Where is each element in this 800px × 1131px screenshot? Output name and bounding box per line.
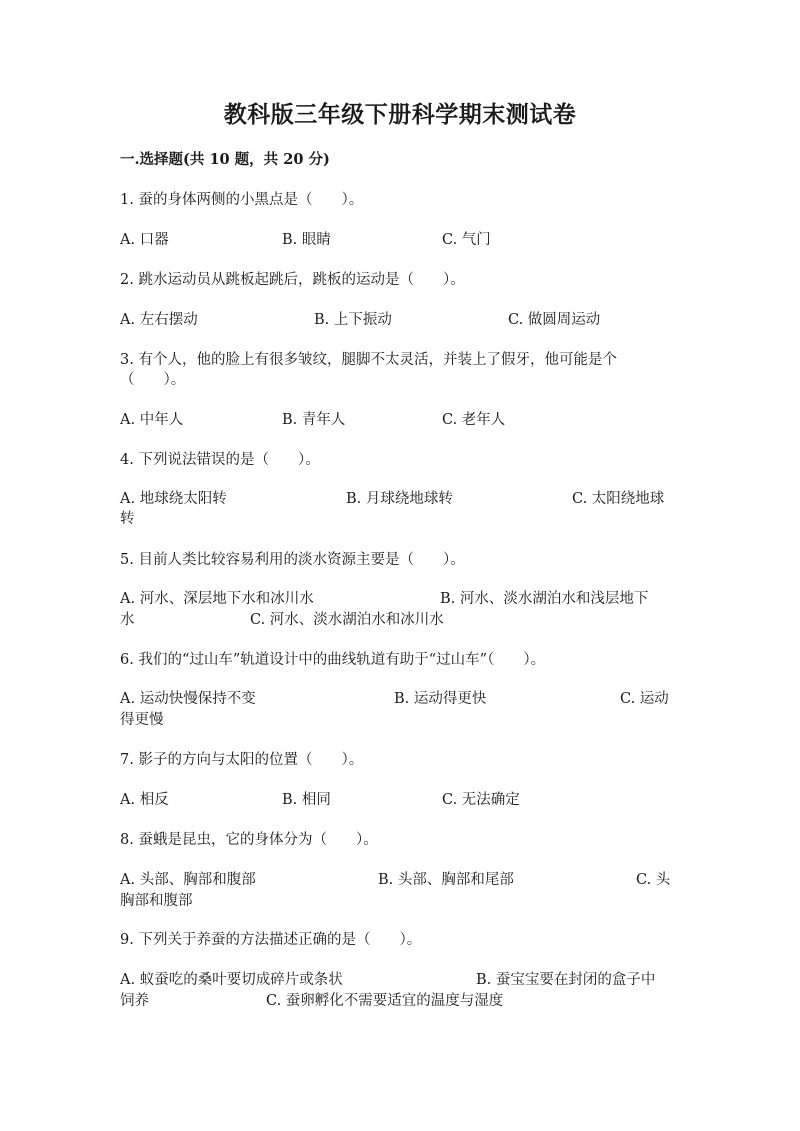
option-c: C. 蚕卵孵化不需要适宜的温度与湿度 bbox=[266, 993, 504, 1009]
section-heading: 一.选择题(共 10 题，共 20 分) bbox=[120, 151, 330, 168]
question-stem: 6. 我们的“过山车”轨道设计中的曲线轨道有助于“过山车”（ ）。 bbox=[120, 652, 546, 668]
option-b: B. 月球绕地球转 bbox=[346, 491, 453, 507]
option-c: C. 老年人 bbox=[442, 412, 506, 428]
page-title: 教科版三年级下册科学期末测试卷 bbox=[223, 101, 577, 128]
option-b: B. 上下振动 bbox=[314, 312, 392, 328]
option-a: A. 相反 bbox=[120, 792, 169, 808]
option-a: A. 河水、深层地下水和冰川水 bbox=[120, 591, 314, 607]
option-a: A. 运动快慢保持不变 bbox=[120, 691, 256, 707]
question-stem-continued: （ ）。 bbox=[120, 372, 186, 388]
option-b: B. 河水、淡水湖泊水和浅层地下 bbox=[440, 591, 649, 607]
option-c: C. 头 bbox=[636, 872, 671, 888]
question-stem: 3. 有个人，他的脸上有很多皱纹，腿脚不太灵活，并装上了假牙，他可能是个 bbox=[120, 352, 617, 368]
option-c: C. 运动 bbox=[620, 691, 669, 707]
question-stem: 4. 下列说法错误的是（ ）。 bbox=[120, 452, 320, 468]
option-b: B. 眼睛 bbox=[282, 232, 331, 248]
question-stem: 5. 目前人类比较容易利用的淡水资源主要是（ ）。 bbox=[120, 552, 465, 568]
question-stem: 8. 蚕蛾是昆虫，它的身体分为（ ）。 bbox=[120, 832, 378, 848]
question-stem: 7. 影子的方向与太阳的位置（ ）。 bbox=[120, 752, 364, 768]
option-wrap: 得更慢 bbox=[120, 712, 164, 728]
option-b: B. 蚕宝宝要在封闭的盒子中 bbox=[476, 972, 656, 988]
option-b: B. 青年人 bbox=[282, 412, 346, 428]
option-wrap: 饲养 bbox=[120, 993, 149, 1009]
question-stem: 9. 下列关于养蚕的方法描述正确的是（ ）。 bbox=[120, 932, 422, 948]
option-c: C. 河水、淡水湖泊水和冰川水 bbox=[250, 612, 444, 628]
option-c: C. 太阳绕地球 bbox=[572, 491, 665, 507]
option-wrap: 胸部和腹部 bbox=[120, 893, 193, 909]
option-wrap: 水 bbox=[120, 612, 135, 628]
option-c: C. 做圆周运动 bbox=[508, 312, 601, 328]
question-stem: 1. 蚕的身体两侧的小黑点是（ ）。 bbox=[120, 192, 364, 208]
question-stem: 2. 跳水运动员从跳板起跳后，跳板的运动是（ ）。 bbox=[120, 272, 465, 288]
option-c: C. 无法确定 bbox=[442, 792, 520, 808]
option-b: B. 头部、胸部和尾部 bbox=[378, 872, 514, 888]
option-a: A. 蚁蚕吃的桑叶要切成碎片或条状 bbox=[120, 972, 343, 988]
option-a: A. 左右摆动 bbox=[120, 312, 198, 328]
option-wrap: 转 bbox=[120, 511, 135, 527]
option-a: A. 头部、胸部和腹部 bbox=[120, 872, 256, 888]
option-c: C. 气门 bbox=[442, 232, 491, 248]
option-a: A. 中年人 bbox=[120, 412, 184, 428]
option-a: A. 口器 bbox=[120, 232, 169, 248]
option-b: B. 运动得更快 bbox=[394, 691, 487, 707]
option-b: B. 相同 bbox=[282, 792, 331, 808]
option-a: A. 地球绕太阳转 bbox=[120, 491, 227, 507]
